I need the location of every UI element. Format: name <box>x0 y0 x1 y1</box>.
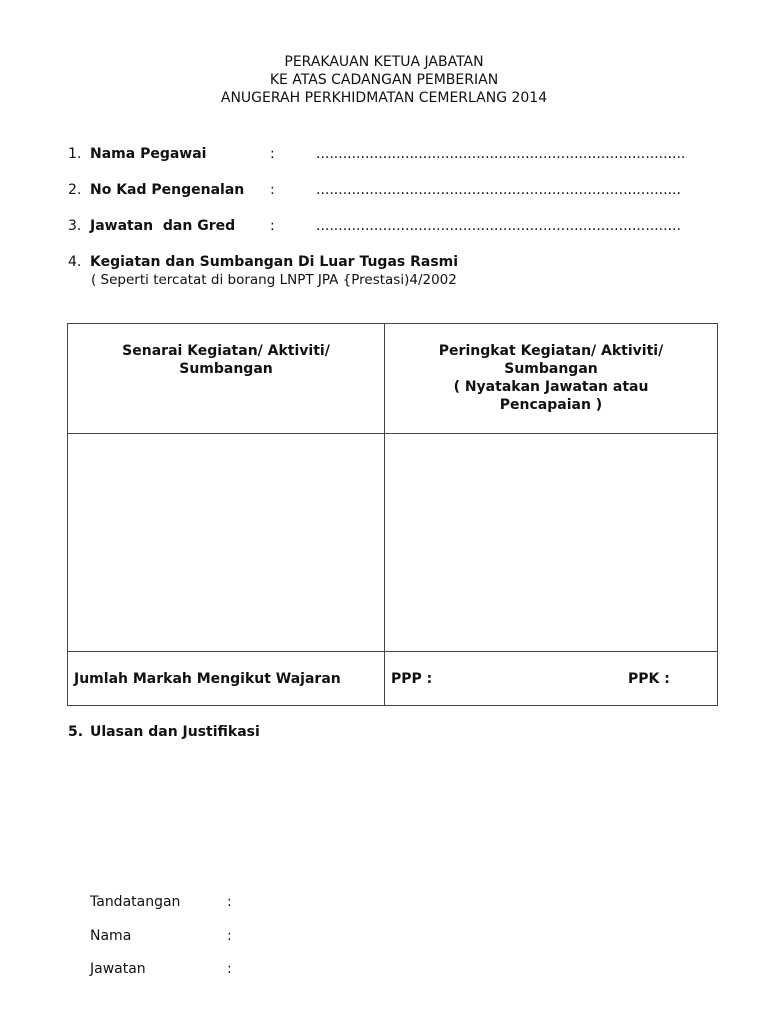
item-row-kegiatan <box>0 253 768 271</box>
footer-label-jumlah-markah: Jumlah Markah Mengikut Wajaran <box>74 671 341 687</box>
table-row-divider <box>68 651 717 652</box>
title-line-1: PERAKAUAN KETUA JABATAN <box>284 54 484 70</box>
section-number: 5. <box>68 724 84 740</box>
ppp-label: PPP : <box>391 671 433 687</box>
ppk-label: PPK : <box>628 671 670 687</box>
field-colon: : <box>270 218 275 234</box>
fill-in-dots: .................................................................................. <box>316 218 681 234</box>
field-row-jawatan-dan-gred <box>0 217 768 235</box>
signature-colon: : <box>227 894 232 910</box>
signature-row-tandatangan <box>0 893 768 911</box>
table-row-divider <box>68 433 717 434</box>
field-label: Jawatan dan Gred <box>90 218 236 234</box>
field-row-nama-pegawai <box>0 145 768 163</box>
field-colon: : <box>270 182 275 198</box>
field-label: Nama Pegawai <box>90 146 207 162</box>
title-line-3: ANUGERAH PERKHIDMATAN CEMERLANG 2014 <box>220 90 548 106</box>
item-number: 4. <box>68 254 82 270</box>
field-label: No Kad Pengenalan <box>90 182 245 198</box>
section-label: Ulasan dan Justifikasi <box>90 724 260 740</box>
signature-colon: : <box>227 928 232 944</box>
field-row-no-kad-pengenalan <box>0 181 768 199</box>
field-colon: : <box>270 146 275 162</box>
signature-colon: : <box>227 961 232 977</box>
signature-label: Nama <box>90 928 132 944</box>
header-cell-level <box>385 342 717 414</box>
header-line: Senarai Kegiatan/ Aktiviti/ <box>122 343 330 359</box>
header-line: Peringkat Kegiatan/ Aktiviti/ <box>438 343 664 359</box>
header-line: Sumbangan <box>179 361 273 377</box>
header-line: Pencapaian ) <box>499 397 603 413</box>
signature-row-nama <box>0 927 768 945</box>
activities-table <box>67 323 718 706</box>
item-note: ( Seperti tercatat di borang LNPT JPA {Prestasi)4/2002 <box>91 272 457 288</box>
field-number: 3. <box>68 218 82 234</box>
header-line: ( Nyatakan Jawatan atau <box>453 379 649 395</box>
header-cell-activities <box>68 342 384 378</box>
signature-label: Tandatangan <box>90 894 181 910</box>
field-number: 2. <box>68 182 82 198</box>
item-label: Kegiatan dan Sumbangan Di Luar Tugas Rasmi <box>90 254 459 270</box>
fill-in-dots: ................................................................................... <box>316 146 686 162</box>
signature-row-jawatan <box>0 960 768 978</box>
section-ulasan-justifikasi <box>0 723 768 741</box>
title-line-2: KE ATAS CADANGAN PEMBERIAN <box>269 72 499 88</box>
fill-in-dots: .................................................................................. <box>316 182 681 198</box>
field-number: 1. <box>68 146 82 162</box>
signature-label: Jawatan <box>90 961 146 977</box>
form-title <box>0 53 768 107</box>
header-line: Sumbangan <box>504 361 598 377</box>
